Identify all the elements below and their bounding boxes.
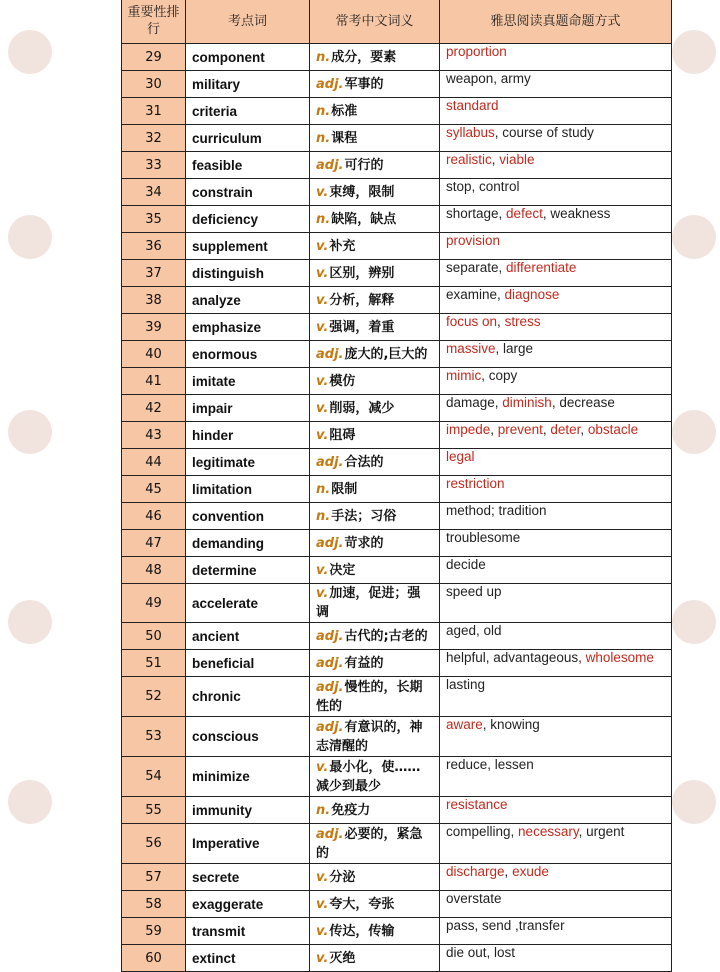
word-cell: hinder xyxy=(186,422,310,449)
table-row xyxy=(122,891,672,918)
tested-synonym: discharge xyxy=(446,864,505,879)
part-of-speech: adj. xyxy=(316,719,344,735)
watermark-logo xyxy=(672,30,716,74)
synonym-text: , xyxy=(580,422,588,437)
ielts-synonyms-cell xyxy=(440,422,672,449)
rank-cell: 40 xyxy=(122,341,186,368)
synonym-text: method; tradition xyxy=(446,503,547,518)
watermark-logo xyxy=(8,780,52,824)
word-cell: Imperative xyxy=(186,824,310,864)
synonym-text: reduce, lessen xyxy=(446,757,534,772)
part-of-speech: n. xyxy=(316,211,331,227)
watermark-logo xyxy=(672,780,716,824)
table-row xyxy=(122,918,672,945)
chinese-definition: 缺陷，缺点 xyxy=(331,211,397,227)
meaning-cell xyxy=(310,891,440,918)
word-cell: transmit xyxy=(186,918,310,945)
chinese-definition: 标准 xyxy=(331,103,358,119)
part-of-speech: n. xyxy=(316,49,331,65)
meaning-cell xyxy=(310,233,440,260)
word-cell: chronic xyxy=(186,677,310,717)
word-cell: analyze xyxy=(186,287,310,314)
tested-synonym: prevent xyxy=(497,422,543,437)
table-row xyxy=(122,314,672,341)
rank-cell: 50 xyxy=(122,623,186,650)
meaning-cell xyxy=(310,314,440,341)
ielts-synonyms-cell xyxy=(440,125,672,152)
rank-cell: 59 xyxy=(122,918,186,945)
word-cell: curriculum xyxy=(186,125,310,152)
vocabulary-table xyxy=(121,0,672,972)
tested-synonym: focus on xyxy=(446,314,498,329)
meaning-cell xyxy=(310,422,440,449)
rank-cell: 30 xyxy=(122,71,186,98)
chinese-definition: 成分，要素 xyxy=(331,49,397,65)
rank-cell: 46 xyxy=(122,503,186,530)
synonym-text: decide xyxy=(446,557,486,572)
ielts-synonyms-cell xyxy=(440,623,672,650)
synonym-text: lasting xyxy=(446,677,486,692)
table-row xyxy=(122,152,672,179)
rank-cell: 51 xyxy=(122,650,186,677)
rank-cell: 48 xyxy=(122,557,186,584)
ielts-synonyms-cell xyxy=(440,650,672,677)
meaning-cell xyxy=(310,368,440,395)
synonym-text: separate, xyxy=(446,260,507,275)
word-cell: emphasize xyxy=(186,314,310,341)
rank-cell: 45 xyxy=(122,476,186,503)
ielts-synonyms-cell xyxy=(440,945,672,972)
ielts-synonyms-cell xyxy=(440,341,672,368)
part-of-speech: v. xyxy=(316,950,329,966)
chinese-definition: 分泌 xyxy=(329,869,356,885)
table-row xyxy=(122,677,672,717)
ielts-synonyms-cell xyxy=(440,314,672,341)
ielts-synonyms-cell xyxy=(440,584,672,623)
meaning-cell xyxy=(310,623,440,650)
rank-cell: 41 xyxy=(122,368,186,395)
synonym-text: , large xyxy=(495,341,534,356)
tested-synonym: standard xyxy=(446,98,499,113)
synonym-text: , urgent xyxy=(578,824,625,839)
synonym-text: damage, xyxy=(446,395,503,410)
synonym-text: , copy xyxy=(481,368,518,383)
ielts-synonyms-cell xyxy=(440,152,672,179)
word-cell: extinct xyxy=(186,945,310,972)
ielts-synonyms-cell xyxy=(440,395,672,422)
table-row xyxy=(122,797,672,824)
rank-cell: 54 xyxy=(122,757,186,797)
ielts-synonyms-cell xyxy=(440,677,672,717)
word-cell: conscious xyxy=(186,717,310,757)
word-cell: minimize xyxy=(186,757,310,797)
rank-cell: 53 xyxy=(122,717,186,757)
chinese-definition: 手法；习俗 xyxy=(331,508,397,524)
table-row xyxy=(122,341,672,368)
ielts-synonyms-cell xyxy=(440,717,672,757)
meaning-cell xyxy=(310,476,440,503)
tested-synonym: diagnose xyxy=(504,287,560,302)
rank-cell: 36 xyxy=(122,233,186,260)
table-row xyxy=(122,206,672,233)
rank-cell: 31 xyxy=(122,98,186,125)
ielts-synonyms-cell xyxy=(440,918,672,945)
table-body xyxy=(122,44,672,972)
rank-cell: 33 xyxy=(122,152,186,179)
meaning-cell xyxy=(310,530,440,557)
word-cell: constrain xyxy=(186,179,310,206)
tested-synonym: restriction xyxy=(446,476,505,491)
rank-cell: 34 xyxy=(122,179,186,206)
word-cell: distinguish xyxy=(186,260,310,287)
table-row xyxy=(122,757,672,797)
tested-synonym: defect xyxy=(506,206,543,221)
word-cell: enormous xyxy=(186,341,310,368)
meaning-cell xyxy=(310,206,440,233)
rank-cell: 39 xyxy=(122,314,186,341)
tested-synonym: aware xyxy=(446,717,483,732)
rank-cell: 47 xyxy=(122,530,186,557)
word-cell: feasible xyxy=(186,152,310,179)
chinese-definition: 古代的;古老的 xyxy=(344,628,428,644)
chinese-definition: 传达，传输 xyxy=(329,923,395,939)
chinese-definition: 可行的 xyxy=(344,157,384,173)
table-row xyxy=(122,503,672,530)
chinese-definition: 夸大，夸张 xyxy=(329,896,395,912)
table-row xyxy=(122,395,672,422)
synonym-text: examine, xyxy=(446,287,505,302)
word-cell: beneficial xyxy=(186,650,310,677)
ielts-synonyms-cell xyxy=(440,476,672,503)
watermark-logo xyxy=(672,410,716,454)
meaning-cell xyxy=(310,395,440,422)
part-of-speech: v. xyxy=(316,869,329,885)
meaning-cell xyxy=(310,757,440,797)
ielts-synonyms-cell xyxy=(440,757,672,797)
tested-synonym: diminish xyxy=(502,395,552,410)
meaning-cell xyxy=(310,44,440,71)
word-cell: accelerate xyxy=(186,584,310,623)
tested-synonym: stress xyxy=(504,314,541,329)
chinese-definition: 削弱，减少 xyxy=(329,400,395,416)
chinese-definition: 有益的 xyxy=(344,655,384,671)
rank-cell: 38 xyxy=(122,287,186,314)
chinese-definition: 课程 xyxy=(331,130,358,146)
synonym-text: die out, lost xyxy=(446,945,516,960)
synonym-text: stop, control xyxy=(446,179,520,194)
word-cell: ancient xyxy=(186,623,310,650)
part-of-speech: v. xyxy=(316,562,329,578)
chinese-definition: 区别，辨别 xyxy=(329,265,395,281)
word-cell: determine xyxy=(186,557,310,584)
ielts-synonyms-cell xyxy=(440,179,672,206)
word-cell: military xyxy=(186,71,310,98)
tested-synonym: deter xyxy=(550,422,581,437)
part-of-speech: v. xyxy=(316,292,329,308)
table-row xyxy=(122,422,672,449)
tested-synonym: massive xyxy=(446,341,496,356)
meaning-cell xyxy=(310,125,440,152)
tested-synonym: provision xyxy=(446,233,501,248)
ielts-synonyms-cell xyxy=(440,530,672,557)
synonym-text: , xyxy=(491,152,500,167)
chinese-definition: 有意识的，神志清醒的 xyxy=(316,719,423,754)
watermark-logo xyxy=(8,410,52,454)
part-of-speech: n. xyxy=(316,508,331,524)
rank-cell: 57 xyxy=(122,864,186,891)
rank-cell: 52 xyxy=(122,677,186,717)
header-word: 考点词 xyxy=(186,0,310,44)
chinese-definition: 模仿 xyxy=(329,373,356,389)
ielts-synonyms-cell xyxy=(440,864,672,891)
part-of-speech: v. xyxy=(316,427,329,443)
synonym-text: , weakness xyxy=(542,206,611,221)
table-row xyxy=(122,125,672,152)
tested-synonym: impede xyxy=(446,422,491,437)
tested-synonym: legal xyxy=(446,449,475,464)
synonym-text: weapon, army xyxy=(446,71,531,86)
word-cell: criteria xyxy=(186,98,310,125)
part-of-speech: v. xyxy=(316,184,329,200)
word-cell: secrete xyxy=(186,864,310,891)
table-row xyxy=(122,260,672,287)
meaning-cell xyxy=(310,179,440,206)
synonym-text: helpful, advantageous, xyxy=(446,650,586,665)
table-row xyxy=(122,824,672,864)
header-ielts: 雅思阅读真题命题方式 xyxy=(440,0,672,44)
word-cell: supplement xyxy=(186,233,310,260)
synonym-text: overstate xyxy=(446,891,502,906)
table-row xyxy=(122,623,672,650)
table-row xyxy=(122,864,672,891)
synonym-text: speed up xyxy=(446,584,502,599)
tested-synonym: proportion xyxy=(446,44,507,59)
part-of-speech: adj. xyxy=(316,628,344,644)
meaning-cell xyxy=(310,717,440,757)
ielts-synonyms-cell xyxy=(440,233,672,260)
part-of-speech: n. xyxy=(316,481,331,497)
tested-synonym: resistance xyxy=(446,797,508,812)
meaning-cell xyxy=(310,864,440,891)
chinese-definition: 免疫力 xyxy=(331,802,371,818)
tested-synonym: exude xyxy=(512,864,549,879)
part-of-speech: v. xyxy=(316,238,329,254)
ielts-synonyms-cell xyxy=(440,206,672,233)
chinese-definition: 苛求的 xyxy=(344,535,384,551)
meaning-cell xyxy=(310,98,440,125)
tested-synonym: differentiate xyxy=(506,260,577,275)
chinese-definition: 慢性的，长期性的 xyxy=(316,679,423,714)
tested-synonym: mimic xyxy=(446,368,482,383)
synonym-text: , xyxy=(542,422,551,437)
part-of-speech: adj. xyxy=(316,679,344,695)
word-cell: deficiency xyxy=(186,206,310,233)
part-of-speech: adj. xyxy=(316,76,344,92)
part-of-speech: v. xyxy=(316,265,329,281)
part-of-speech: n. xyxy=(316,130,331,146)
table-header-row xyxy=(122,0,672,44)
rank-cell: 49 xyxy=(122,584,186,623)
word-cell: demanding xyxy=(186,530,310,557)
meaning-cell xyxy=(310,260,440,287)
synonym-text: , xyxy=(490,422,498,437)
table-row xyxy=(122,530,672,557)
chinese-definition: 限制 xyxy=(331,481,358,497)
part-of-speech: v. xyxy=(316,400,329,416)
meaning-cell xyxy=(310,650,440,677)
watermark-logo xyxy=(8,600,52,644)
rank-cell: 37 xyxy=(122,260,186,287)
rank-cell: 42 xyxy=(122,395,186,422)
table-row xyxy=(122,449,672,476)
ielts-synonyms-cell xyxy=(440,44,672,71)
chinese-definition: 强调，着重 xyxy=(329,319,395,335)
header-rank: 重要性排行 xyxy=(122,0,186,44)
header-meaning: 常考中文词义 xyxy=(310,0,440,44)
rank-cell: 58 xyxy=(122,891,186,918)
part-of-speech: adj. xyxy=(316,535,344,551)
meaning-cell xyxy=(310,503,440,530)
word-cell: component xyxy=(186,44,310,71)
part-of-speech: adj. xyxy=(316,157,344,173)
tested-synonym: viable xyxy=(499,152,535,167)
rank-cell: 44 xyxy=(122,449,186,476)
rank-cell: 35 xyxy=(122,206,186,233)
chinese-definition: 加速，促进；强调 xyxy=(316,586,421,620)
part-of-speech: adj. xyxy=(316,655,344,671)
tested-synonym: necessary xyxy=(518,824,579,839)
part-of-speech: v. xyxy=(316,923,329,939)
meaning-cell xyxy=(310,918,440,945)
word-cell: convention xyxy=(186,503,310,530)
word-cell: imitate xyxy=(186,368,310,395)
rank-cell: 60 xyxy=(122,945,186,972)
meaning-cell xyxy=(310,945,440,972)
table-row xyxy=(122,476,672,503)
ielts-synonyms-cell xyxy=(440,824,672,864)
synonym-text: , knowing xyxy=(482,717,540,732)
part-of-speech: v. xyxy=(316,759,329,775)
chinese-definition: 灭绝 xyxy=(329,950,356,966)
ielts-synonyms-cell xyxy=(440,797,672,824)
synonym-text: compelling, xyxy=(446,824,519,839)
table-row xyxy=(122,71,672,98)
table-row xyxy=(122,717,672,757)
chinese-definition: 分析，解释 xyxy=(329,292,395,308)
table-row xyxy=(122,368,672,395)
table-row xyxy=(122,179,672,206)
meaning-cell xyxy=(310,677,440,717)
table-row xyxy=(122,287,672,314)
ielts-synonyms-cell xyxy=(440,557,672,584)
chinese-definition: 合法的 xyxy=(344,454,384,470)
ielts-synonyms-cell xyxy=(440,503,672,530)
watermark-logo xyxy=(672,215,716,259)
tested-synonym: wholesome xyxy=(585,650,654,665)
ielts-synonyms-cell xyxy=(440,71,672,98)
part-of-speech: v. xyxy=(316,896,329,912)
table-row xyxy=(122,650,672,677)
synonym-text: , xyxy=(497,314,505,329)
meaning-cell xyxy=(310,449,440,476)
chinese-definition: 军事的 xyxy=(344,76,384,92)
tested-synonym: syllabus xyxy=(446,125,495,140)
word-cell: impair xyxy=(186,395,310,422)
table-row xyxy=(122,584,672,623)
ielts-synonyms-cell xyxy=(440,368,672,395)
watermark-logo xyxy=(8,215,52,259)
meaning-cell xyxy=(310,287,440,314)
chinese-definition: 庞大的,巨大的 xyxy=(344,346,428,362)
part-of-speech: adj. xyxy=(316,346,344,362)
table-row xyxy=(122,557,672,584)
table-row xyxy=(122,233,672,260)
synonym-text: pass, send ,transfer xyxy=(446,918,565,933)
meaning-cell xyxy=(310,584,440,623)
part-of-speech: adj. xyxy=(316,826,344,842)
word-cell: legitimate xyxy=(186,449,310,476)
chinese-definition: 阻碍 xyxy=(329,427,356,443)
meaning-cell xyxy=(310,71,440,98)
ielts-synonyms-cell xyxy=(440,449,672,476)
word-cell: exaggerate xyxy=(186,891,310,918)
ielts-synonyms-cell xyxy=(440,260,672,287)
meaning-cell xyxy=(310,152,440,179)
synonym-text: troublesome xyxy=(446,530,521,545)
watermark-logo xyxy=(672,600,716,644)
chinese-definition: 束缚，限制 xyxy=(329,184,395,200)
synonym-text: , decrease xyxy=(551,395,615,410)
tested-synonym: realistic xyxy=(446,152,492,167)
chinese-definition: 最小化，使……减少到最少 xyxy=(316,759,421,794)
ielts-synonyms-cell xyxy=(440,891,672,918)
part-of-speech: n. xyxy=(316,802,331,818)
rank-cell: 43 xyxy=(122,422,186,449)
synonym-text: aged, old xyxy=(446,623,502,638)
part-of-speech: v. xyxy=(316,586,329,601)
rank-cell: 32 xyxy=(122,125,186,152)
chinese-definition: 补充 xyxy=(329,238,356,254)
part-of-speech: v. xyxy=(316,319,329,335)
synonym-text: , course of study xyxy=(494,125,594,140)
table-row xyxy=(122,44,672,71)
rank-cell: 29 xyxy=(122,44,186,71)
table-row xyxy=(122,98,672,125)
part-of-speech: n. xyxy=(316,103,331,119)
ielts-synonyms-cell xyxy=(440,287,672,314)
table-row xyxy=(122,945,672,972)
word-cell: immunity xyxy=(186,797,310,824)
rank-cell: 56 xyxy=(122,824,186,864)
word-cell: limitation xyxy=(186,476,310,503)
meaning-cell xyxy=(310,797,440,824)
synonym-text: shortage, xyxy=(446,206,507,221)
rank-cell: 55 xyxy=(122,797,186,824)
meaning-cell xyxy=(310,557,440,584)
watermark-logo xyxy=(8,30,52,74)
meaning-cell xyxy=(310,341,440,368)
synonym-text: , xyxy=(504,864,513,879)
part-of-speech: adj. xyxy=(316,454,344,470)
chinese-definition: 必要的，紧急的 xyxy=(316,826,423,861)
chinese-definition: 决定 xyxy=(329,562,356,578)
ielts-synonyms-cell xyxy=(440,98,672,125)
part-of-speech: v. xyxy=(316,373,329,389)
meaning-cell xyxy=(310,824,440,864)
tested-synonym: obstacle xyxy=(587,422,639,437)
